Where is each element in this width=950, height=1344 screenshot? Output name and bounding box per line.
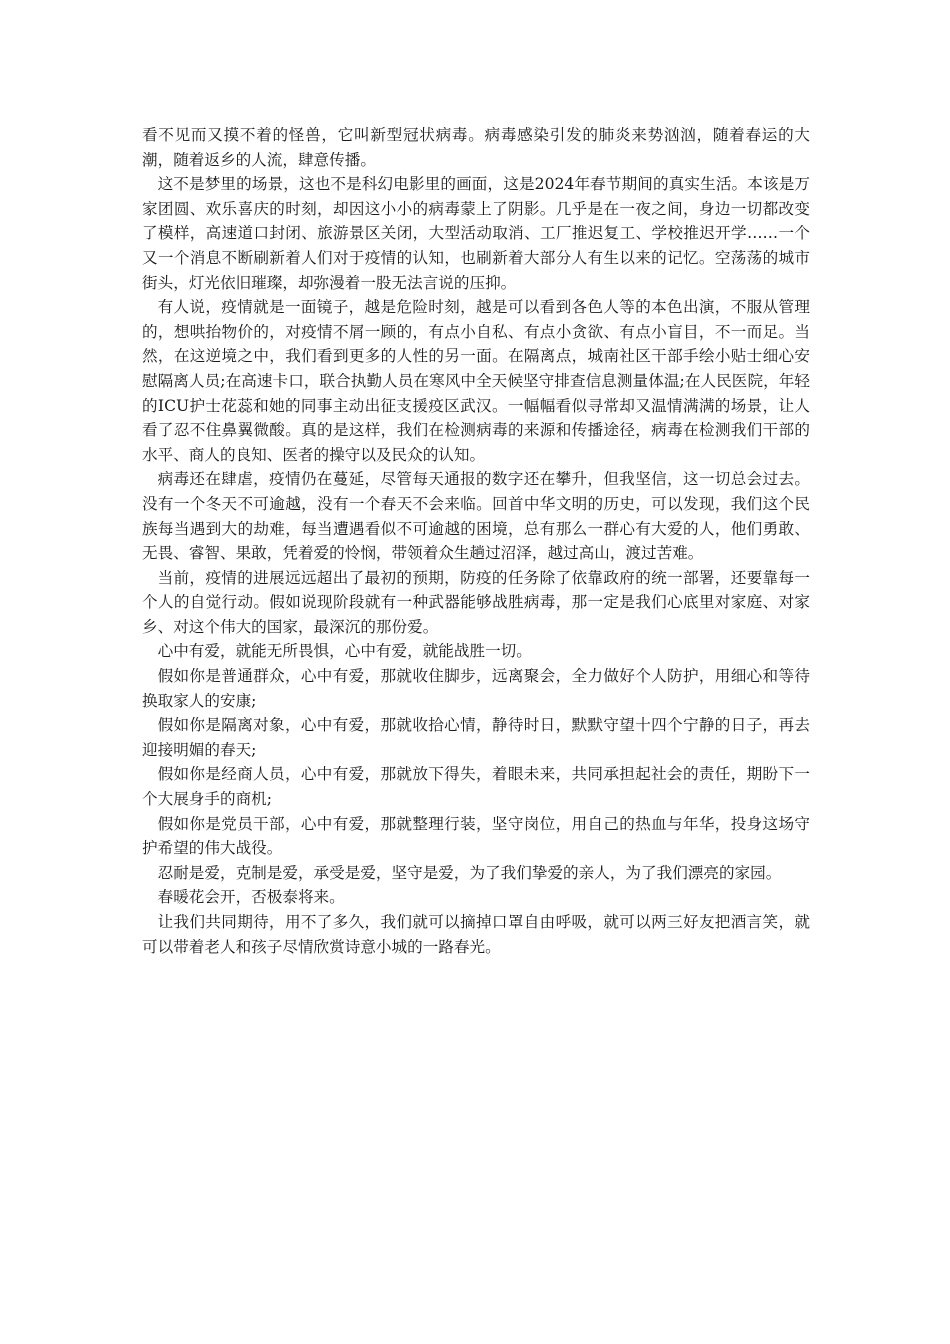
paragraph: 心中有爱，就能无所畏惧，心中有爱，就能战胜一切。 <box>157 642 532 661</box>
paragraph: 病毒还在肆虐，疫情仍在蔓延，尽管每天通报的数字还在攀升，但我坚信，这一切总会过去。没有一个冬天不可逾越，没有一个春天不会来临。回首中华文明的历史，可以发现，我们这个民族每当遇到大的劫难，每当遭遇看似不可逾越的困境，总有那么一群心有大爱的人，他们勇敢、无畏、睿智、果敢，凭着爱的怜悯，带领着众生趟过沼泽，越过高山，渡过苦难。 <box>142 470 810 563</box>
paragraph: 假如你是经商人员，心中有爱，那就放下得失，着眼未来，共同承担起社会的责任，期盼下一个大展身手的商机; <box>142 765 810 809</box>
paragraph: 假如你是隔离对象，心中有爱，那就收拾心情，静待时日，默默守望十四个宁静的日子，再去迎接明媚的春天; <box>142 716 810 759</box>
paragraph: 春暖花会开，否极泰将来。 <box>157 888 345 907</box>
paragraph: 假如你是党员干部，心中有爱，那就整理行装，坚守岗位，用自己的热血与年华，投身这场守护希望的伟大战役。 <box>142 814 810 858</box>
paragraph: 这不是梦里的场景，这也不是科幻电影里的画面，这是2024年春节期间的真实生活。本该是万家团圆、欢乐喜庆的时刻，却因这小小的病毒蒙上了阴影。几乎是在一夜之间，身边一切都改变了模样，高速道口封闭、旅游景区关闭，大型活动取消、工厂推迟复工、学校推迟开学……一个又一个消息不断刷新着人们对于疫情的认知，也刷新着大部分人有生以来的记忆。空荡荡的城市街头，灯光依旧璀璨，却弥漫着一股无法言说的压抑。 <box>142 175 810 292</box>
paragraph: 假如你是普通群众，心中有爱，那就收住脚步，远离聚会，全力做好个人防护，用细心和等待换取家人的安康; <box>142 667 810 710</box>
paragraph: 让我们共同期待，用不了多久，我们就可以摘掉口罩自由呼吸，就可以两三好友把酒言笑，就可以带着老人和孩子尽情欣赏诗意小城的一路春光。 <box>142 913 810 956</box>
paragraph: 有人说，疫情就是一面镜子，越是危险时刻，越是可以看到各色人等的本色出演，不服从管理的，想哄抬物价的，对疫情不屑一顾的，有点小自私、有点小贪欲、有点小盲目，不一而足。当然，在这逆境之中，我们看到更多的人性的另一面。在隔离点，城南社区干部手绘小贴士细心安慰隔离人员;在高速卡口，联合执勤人员在寒风中全天候坚守排查信息测量体温;在人民医院，年轻的ICU护士花蕊和她的同事主动出征支援疫区武汉。一幅幅看似寻常却又温情满满的场景，让人看了忍不住鼻翼微酸。真的是这样，我们在检测病毒的来源和传播途径，病毒在检测我们干部的水平、商人的良知、医者的操守以及民众的认知。 <box>142 298 810 464</box>
paragraph: 忍耐是爱，克制是爱，承受是爱，坚守是爱，为了我们挚爱的亲人，为了我们漂亮的家园。 <box>157 863 782 882</box>
article-body <box>142 123 810 959</box>
paragraph: 看不见而又摸不着的怪兽，它叫新型冠状病毒。病毒感染引发的肺炎来势汹汹，随着春运的大潮，随着返乡的人流，肆意传播。 <box>142 126 810 169</box>
paragraph: 当前，疫情的进展远远超出了最初的预期，防疫的任务除了依靠政府的统一部署，还要靠每一个人的自觉行动。假如说现阶段就有一种武器能够战胜病毒，那一定是我们心底里对家庭、对家乡、对这个伟大的国家，最深沉的那份爱。 <box>142 568 810 636</box>
